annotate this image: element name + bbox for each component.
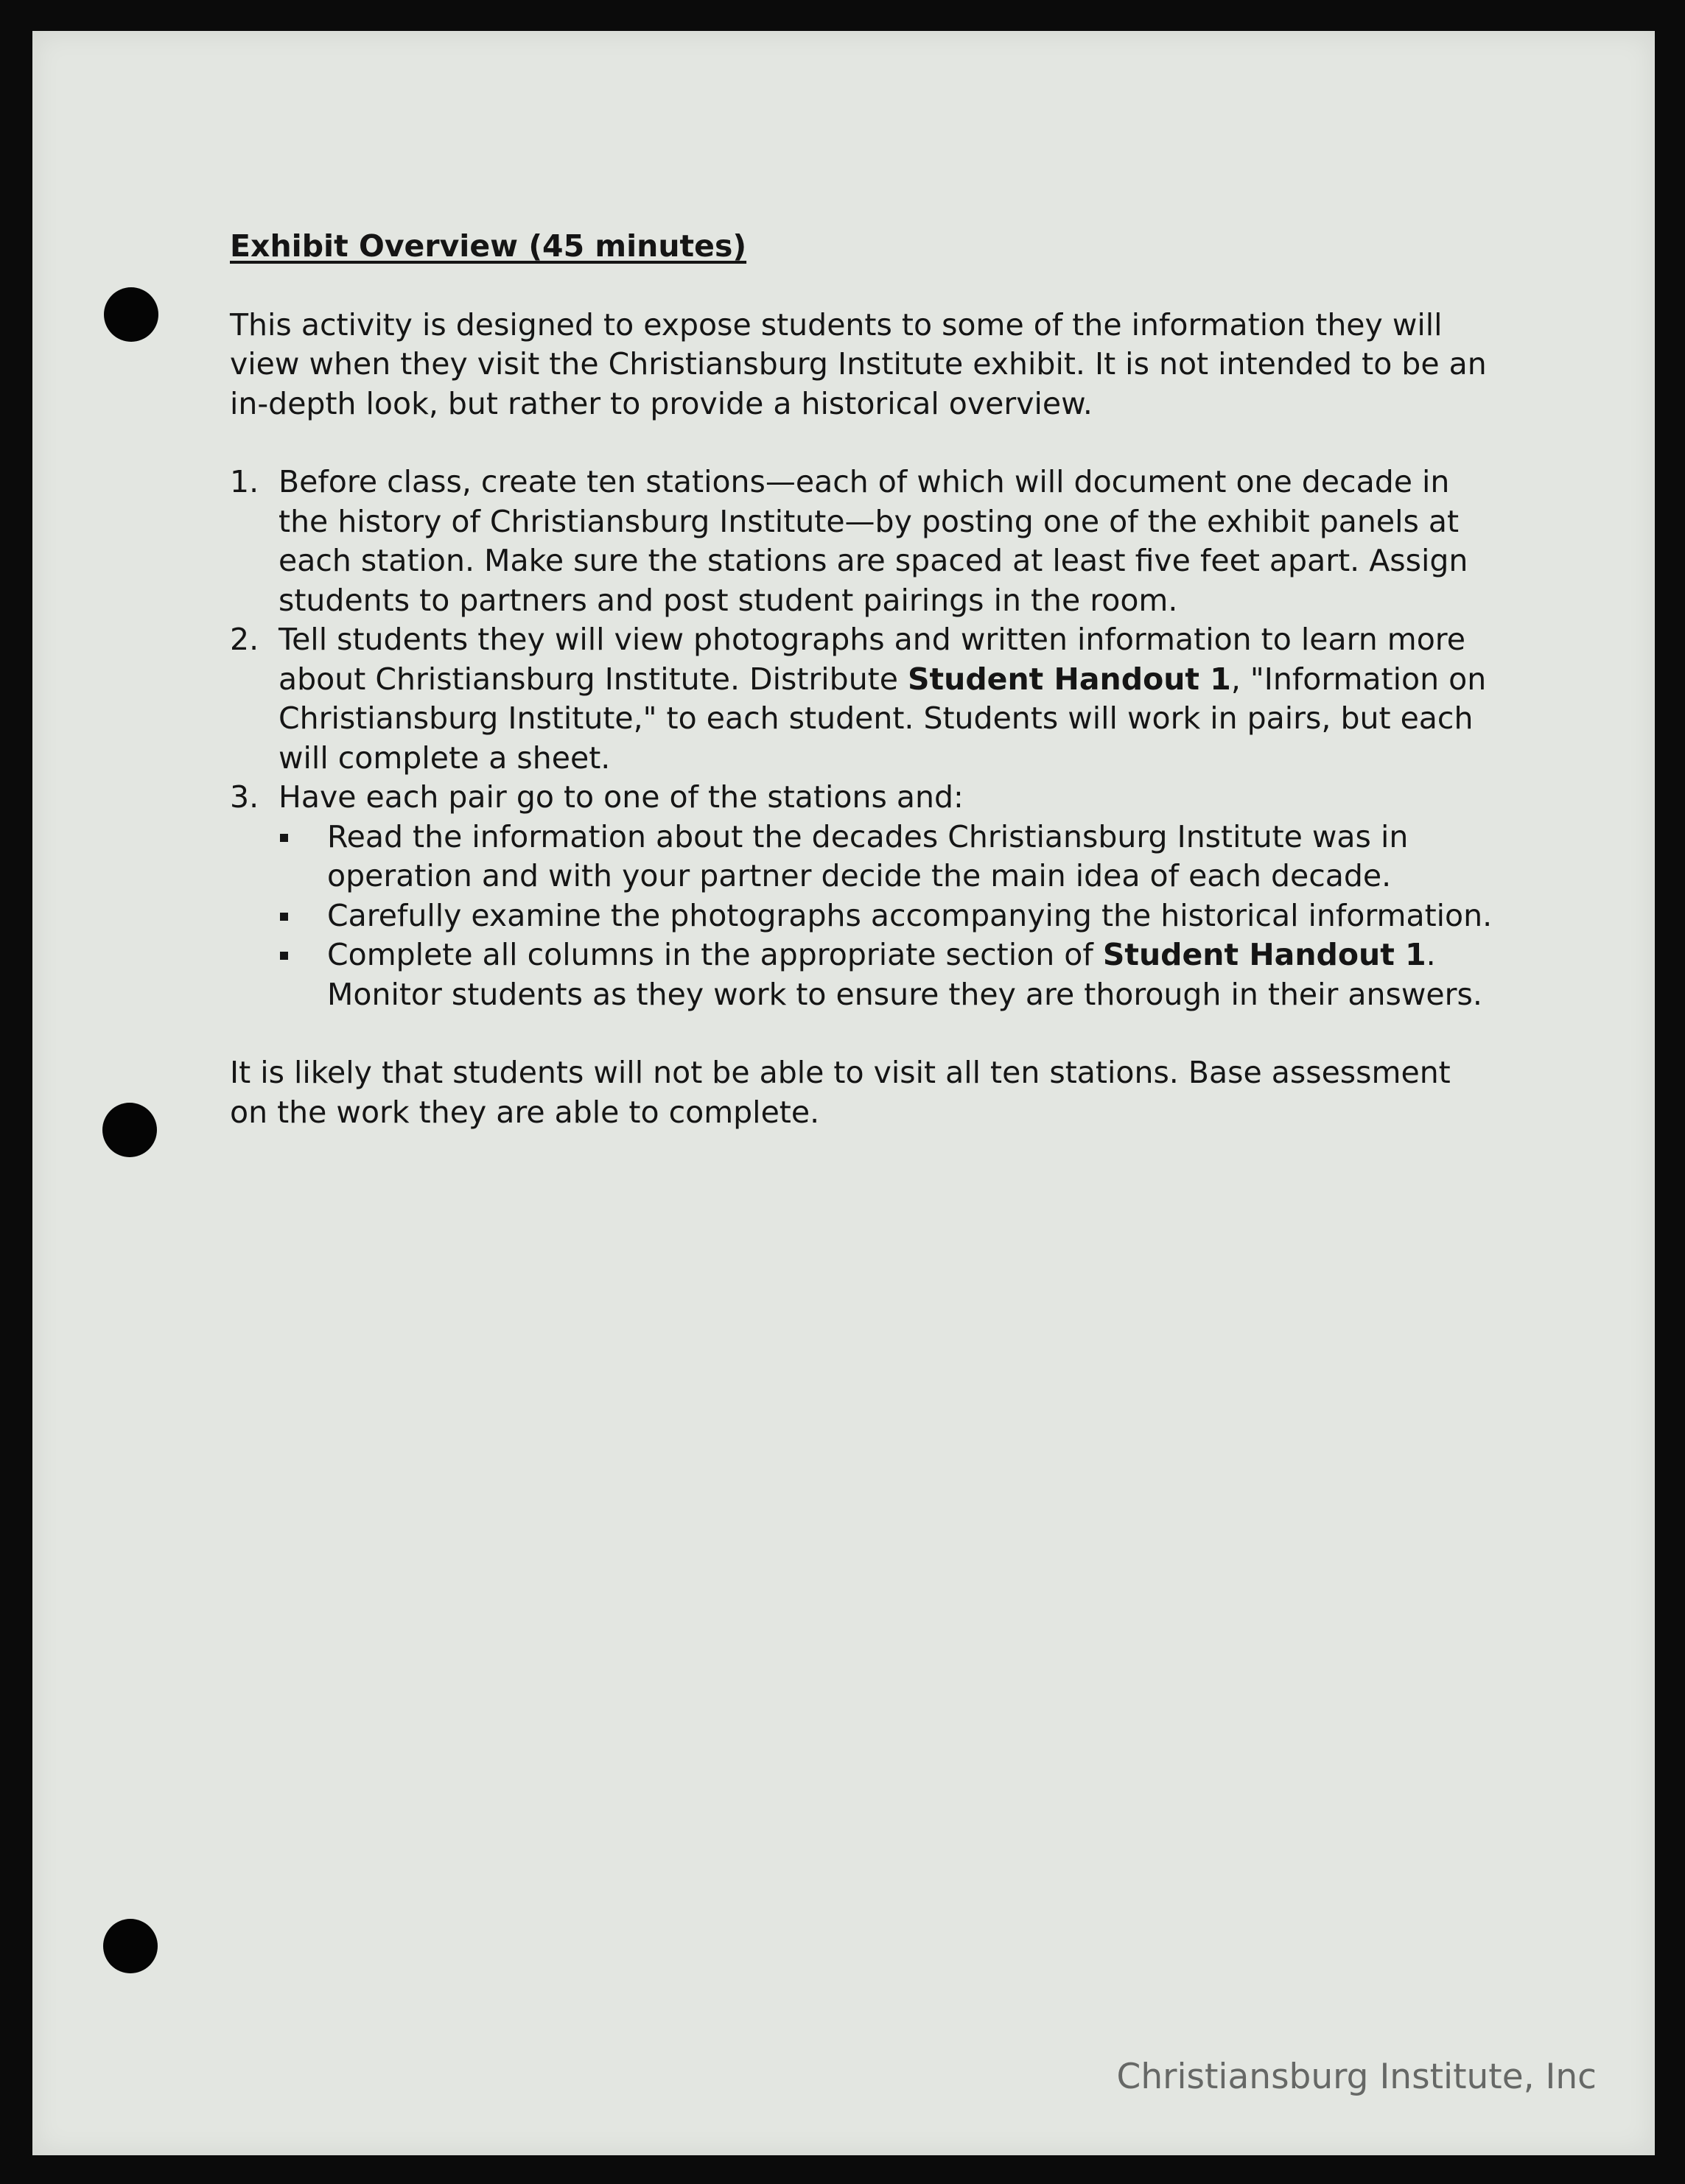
bullet-text: Complete all columns in the appropriate section of: [327, 937, 1103, 972]
bullet-text: Read the information about the decades Christiansburg Institute was in operation and with your partner decide the main idea of each decade.: [327, 818, 1409, 893]
binder-hole-top: [104, 287, 158, 342]
closing-paragraph: It is likely that students will not be able to visit all ten stations. Base assessment on the work they are able to complete.: [230, 1055, 1451, 1130]
footer-organization: Christiansburg Institute, Inc: [1116, 2057, 1597, 2097]
step-3-bullets: [279, 818, 1497, 1015]
bullet-text-continued: . Monitor students as they work to ensure they are thorough in their answers.: [327, 937, 1482, 1012]
bullet-item: [279, 935, 1497, 1014]
document-body: [230, 227, 1497, 1132]
step-number: 2.: [230, 622, 259, 657]
square-bullet-icon: [280, 952, 288, 960]
step-text: Have each pair go to one of the stations and:: [279, 779, 964, 815]
step-2: [230, 620, 1497, 778]
square-bullet-icon: [280, 834, 288, 842]
bullet-item: [279, 818, 1497, 896]
intro-paragraph: This activity is designed to expose students to some of the information they will view when they visit the Christiansburg Institute exhibit. It is not intended to be an in-depth look, but rather to provide a historical overview.: [230, 306, 1487, 421]
binder-hole-bottom: [103, 1919, 158, 1973]
section-heading: Exhibit Overview (45 minutes): [230, 228, 747, 264]
step-text-continued: , "Information on Christiansburg Institute," to each student. Students will work in pairs, but each will complete a sheet.: [279, 661, 1487, 776]
step-number: 3.: [230, 779, 259, 815]
bullet-text: Carefully examine the photographs accompanying the historical information.: [327, 897, 1493, 933]
steps-list: [230, 463, 1497, 1014]
bullet-item: [279, 896, 1497, 936]
step-1: [230, 463, 1497, 620]
step-3: [230, 778, 1497, 1014]
step-number: 1.: [230, 464, 259, 499]
square-bullet-icon: [280, 913, 288, 921]
binder-hole-middle: [102, 1103, 157, 1157]
handout-reference: Student Handout 1: [1102, 937, 1426, 972]
step-text: Tell students they will view photographs and written information to learn more about Christiansburg Institute. Distribute: [279, 622, 1465, 697]
step-text: Before class, create ten stations—each of which will document one decade in the history of Christiansburg Institute—by posting one of the exhibit panels at each station. Make sure the stations are spaced at least five feet apart. Assign students to partners and post student pairings in the room.: [279, 464, 1468, 618]
handout-reference: Student Handout 1: [908, 661, 1231, 697]
